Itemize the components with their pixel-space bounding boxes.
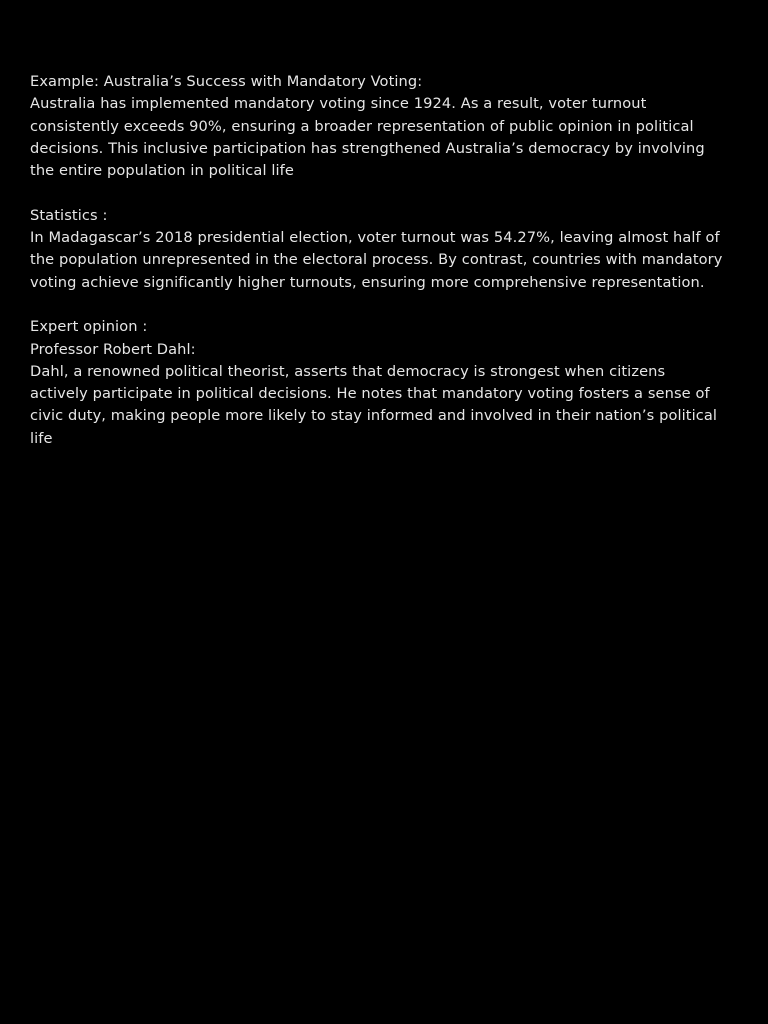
expert-line: Dahl, a renowned political theorist, asserts that democracy is strongest when citizens xyxy=(30,362,666,380)
statistics-line: voting achieve significantly higher turnouts, ensuring more comprehensive representation. xyxy=(30,273,705,291)
paragraph-spacer xyxy=(30,182,742,204)
document-body xyxy=(30,71,742,450)
statistics-line: In Madagascar’s 2018 presidential election, voter turnout was 54.27%, leaving almost half of xyxy=(30,229,720,247)
example-line: the entire population in political life xyxy=(30,162,294,180)
example-section xyxy=(30,71,742,182)
paragraph-spacer xyxy=(30,294,742,316)
statistics-heading: Statistics : xyxy=(30,206,108,224)
expert-heading: Expert opinion : xyxy=(30,318,148,336)
example-heading: Example: Australia’s Success with Mandatory Voting: xyxy=(30,73,423,90)
expert-name: Professor Robert Dahl: xyxy=(30,340,196,358)
expert-line: life xyxy=(30,429,53,447)
expert-line: actively participate in political decisions. He notes that mandatory voting fosters a sense of xyxy=(30,385,710,403)
example-line: consistently exceeds 90%, ensuring a broader representation of public opinion in political xyxy=(30,117,694,135)
statistics-section xyxy=(30,205,742,294)
example-line: decisions. This inclusive participation has strengthened Australia’s democracy by involving xyxy=(30,139,705,157)
expert-line: civic duty, making people more likely to stay informed and involved in their nation’s political xyxy=(30,407,718,425)
example-line: Australia has implemented mandatory voting since 1924. As a result, voter turnout xyxy=(30,95,647,113)
expert-section xyxy=(30,316,742,450)
statistics-line: the population unrepresented in the electoral process. By contrast, countries with mandatory xyxy=(30,251,723,269)
